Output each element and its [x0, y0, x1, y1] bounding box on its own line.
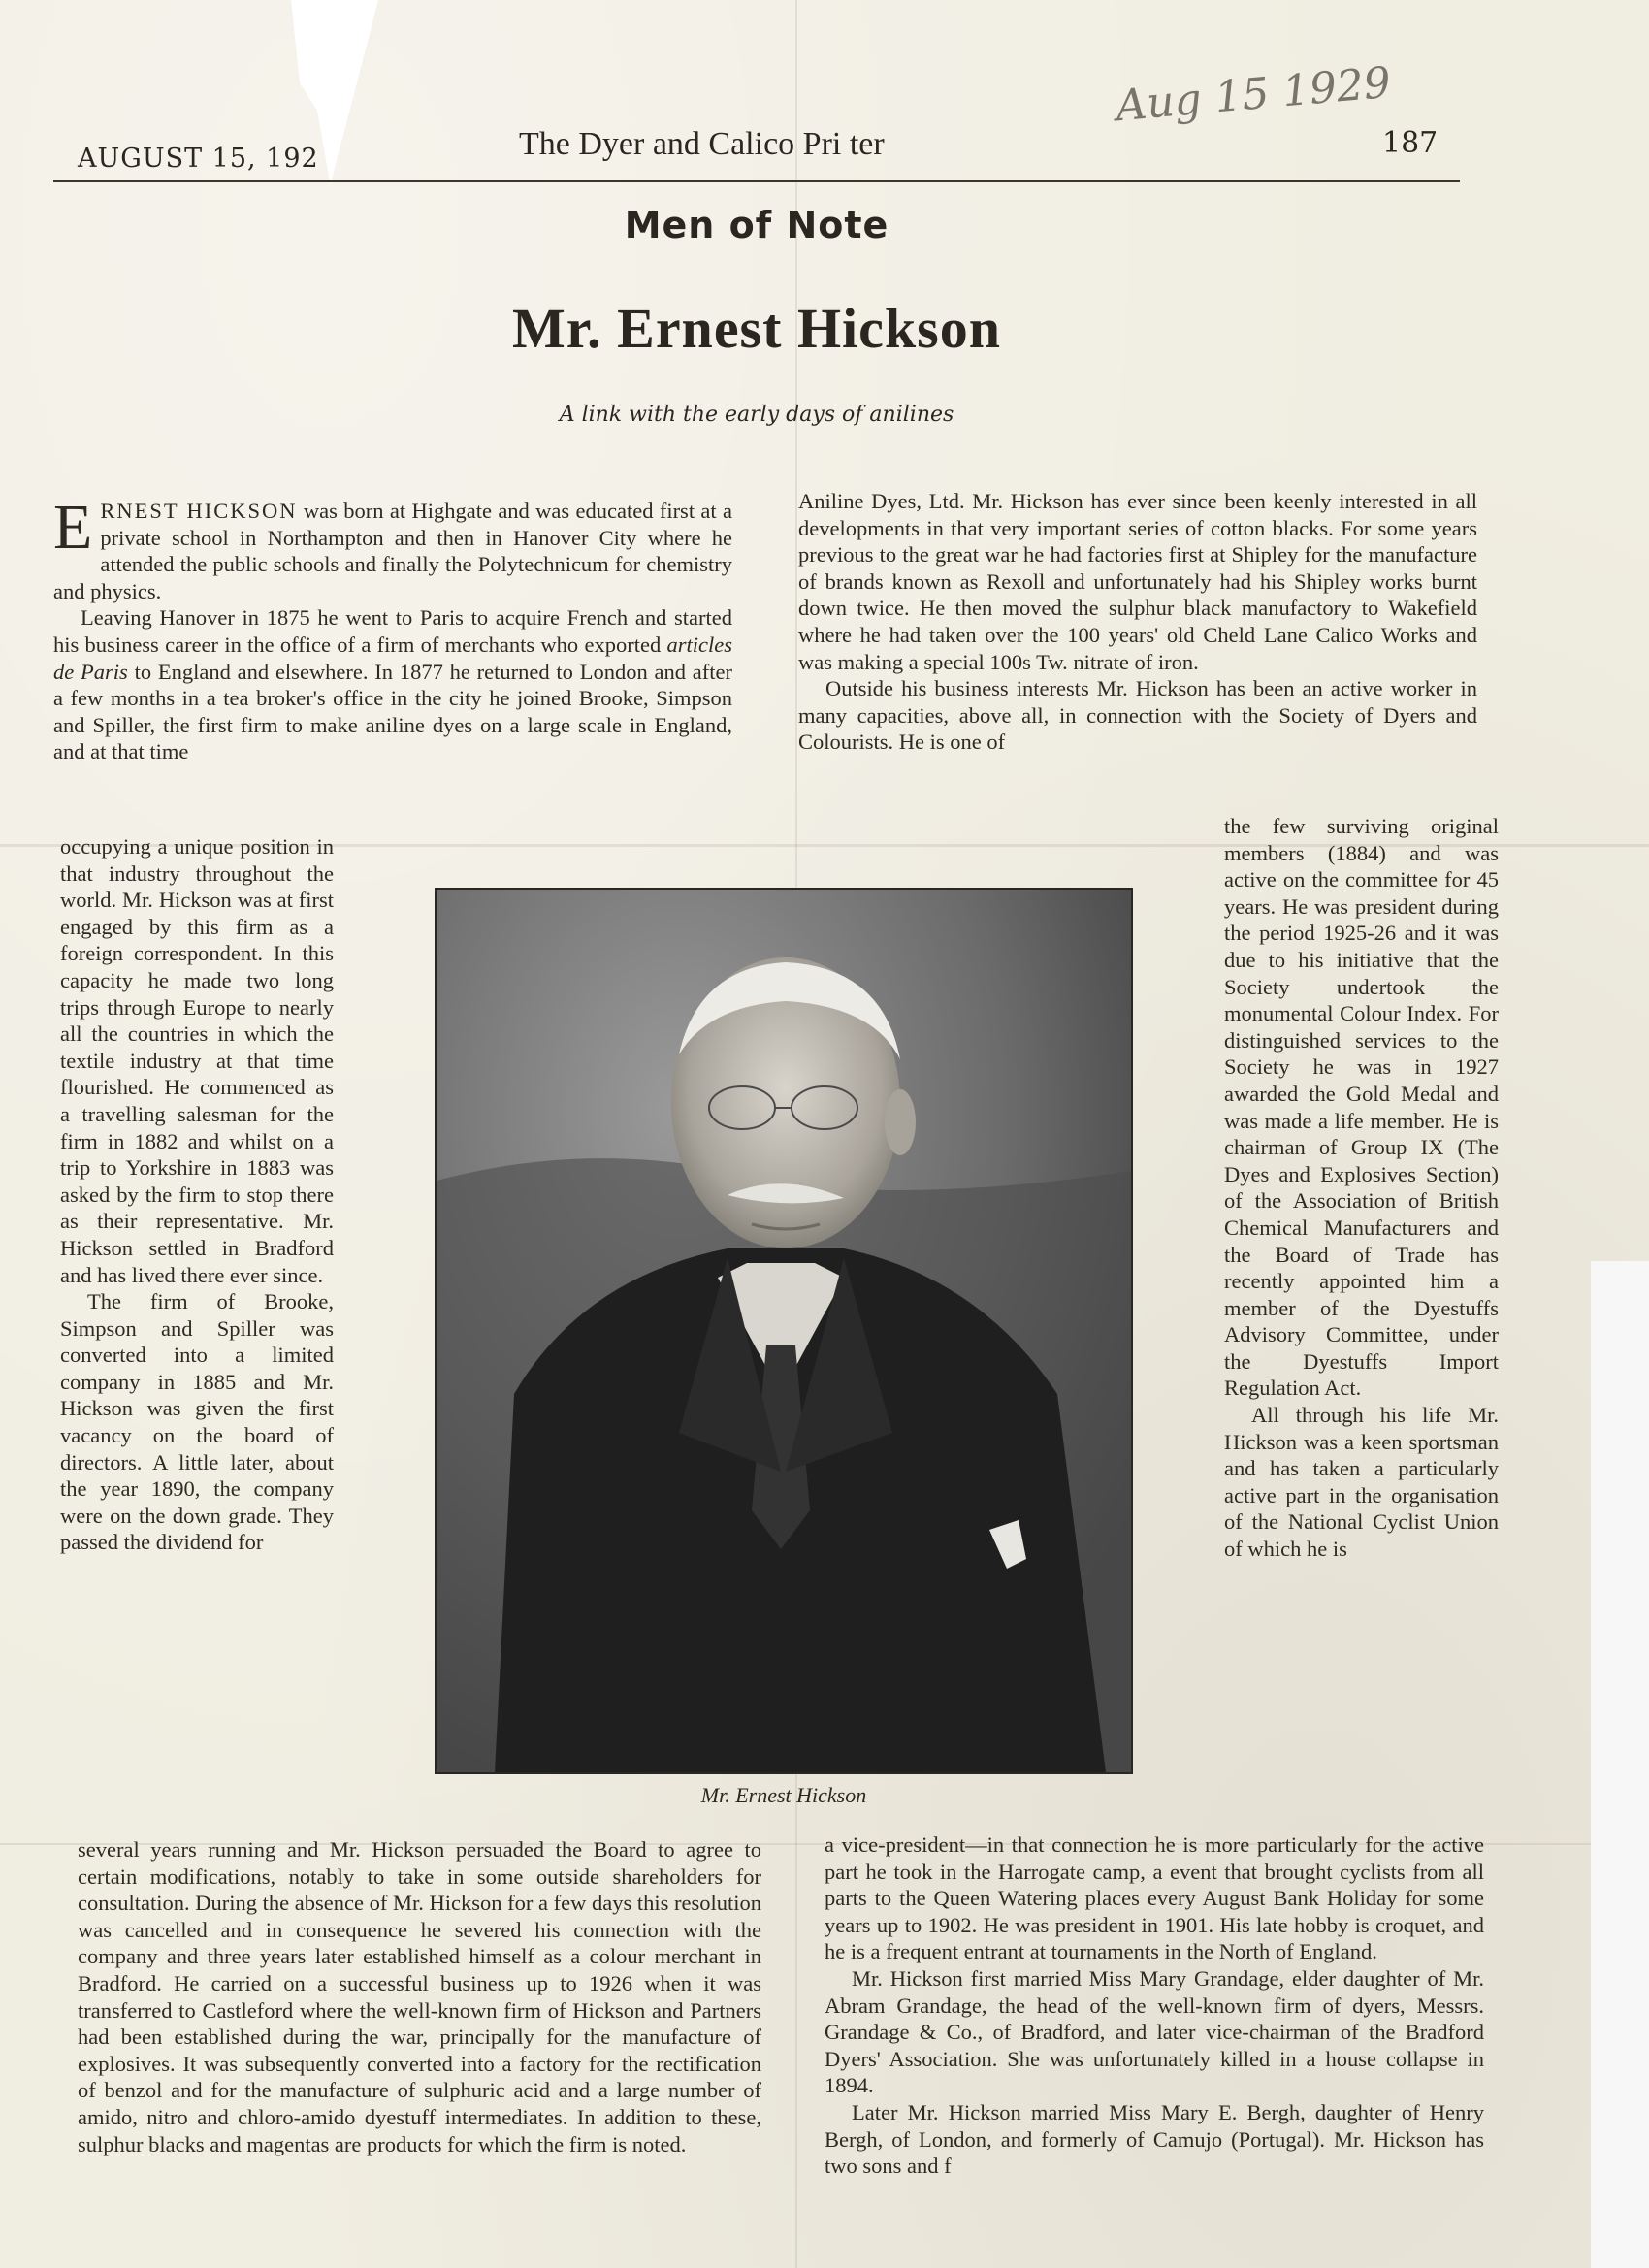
article-title: Mr. Ernest Hickson	[511, 297, 1002, 360]
paragraph-text: was born at Highgate and was educated first at a private school in Northampton and then in Hanover City where he attended the public schools and finally the Polytechnicum for chemistry and physics.	[53, 499, 733, 603]
column-1-narrow	[60, 833, 334, 1556]
drop-cap: E	[53, 492, 93, 563]
issue-date: AUGUST 15, 192	[78, 144, 319, 174]
paragraph-text: Leaving Hanover in 1875 he went to Paris to acquire French and started his business career in the office of a firm of merchants who exported	[53, 605, 732, 657]
paragraph	[53, 604, 732, 765]
column-1-top	[53, 492, 733, 765]
paragraph: Outside his business interests Mr. Hickson has been an active worker in many capacities, above all, in connection with the Society of Dyers and Colourists. He is one of	[798, 676, 1477, 755]
paragraph: the few surviving original members (1884) and was active on the committee for 45 years. He was president during the period 1925-26 and it was due to his initiative that the Society undertook the monumental Colour Index. For distinguished services to the Society he was in 1927 awarded the Gold Medal and was made a life member. He is chairman of Group IX (The Dyes and Explosives Section) of the Association of British Chemical Manufacturers and the Board of Trade has recently appointed him a member of the Dyestuffs Advisory Committee, under the Dyestuffs Import Regulation Act.	[1224, 814, 1499, 1401]
column-1-bottom	[78, 1836, 761, 2157]
portrait-image	[436, 890, 1131, 1772]
article-subtitle: A link with the early days of anilines	[559, 403, 954, 427]
italic-phrase: articles de Paris	[53, 632, 732, 684]
paragraph: All through his life Mr. Hickson was a keen sportsman and has taken a particularly active part in the organisation of the National Cyclist Union of which he is	[1224, 1403, 1499, 1562]
paragraph: Mr. Hickson first married Miss Mary Grandage, elder daughter of Mr. Abram Grandage, the head of the well-known firm of dyers, Messrs. Grandage & Co., of Bradford, and later vice-chairman of the Bradford Dyers' Association. She was unfortunately killed in a house collapse in 1894.	[824, 1965, 1484, 2098]
paragraph: occupying a unique position in that industry throughout the world. Mr. Hickson was at first engaged by this firm as a foreign correspondent. In this capacity he made two long trips through Europe to nearly all the countries in which the textile industry at that time flourished. He commenced as a travelling salesman for the firm in 1882 and whilst on a trip to Yorkshire in 1883 was asked by the firm to stop there as their representative. Mr. Hickson settled in Bradford and has lived there ever since.	[60, 834, 334, 1287]
paragraph	[53, 492, 733, 604]
paragraph: a vice-president—in that connection he is more particularly for the active part he took in the Harrogate camp, a event that brought cyclists from all parts to the Queen Watering places every August Bank Holiday for some years up to 1902. He was president in 1901. His late hobby is croquet, and he is a frequent entrant at tournaments in the North of England.	[824, 1832, 1484, 1964]
paragraph: The firm of Brooke, Simpson and Spiller was converted into a limited company in 1885 and Mr. Hickson was given the first vacancy on the board of directors. A little later, about the year 1890, the company were on the down grade. They passed the dividend for	[60, 1289, 334, 1555]
paragraph: Aniline Dyes, Ltd. Mr. Hickson has ever since been keenly interested in all developments in that very important series of cotton blacks. For some years previous to the great war he had factories first at Shipley for the manufacture of brands known as Rexoll and unfortunately had his Shipley works burnt down twice. He then moved the sulphur black manufactory to Wakefield where he had taken over the 100 years' old Cheld Lane Calico Works and was making a special 100s Tw. nitrate of iron.	[798, 489, 1477, 674]
section-label: Men of Note	[624, 204, 889, 246]
lead-name: RNEST HICKSON	[100, 499, 298, 523]
paragraph: Later Mr. Hickson married Miss Mary E. Bergh, daughter of Henry Bergh, of London, and formerly of Camujo (Portugal). Mr. Hickson has two sons and f	[824, 2099, 1484, 2179]
portrait-photo	[435, 888, 1133, 1774]
page-number: 187	[1382, 126, 1439, 160]
page-header	[53, 114, 1460, 184]
paragraph-text: to England and elsewhere. In 1877 he returned to London and after a few months in a tea broker's office in the city he joined Brooke, Simpson and Spiller, the first firm to make aniline dyes on a large scale in England, and at that time	[53, 659, 733, 764]
column-2-narrow	[1224, 813, 1499, 1563]
paragraph: several years running and Mr. Hickson persuaded the Board to agree to certain modifications, notably to take in some outside shareholders for consultation. During the absence of Mr. Hickson for a few days this resolution was cancelled and in consequence he severed his connection with the company and three years later established himself as a colour merchant in Bradford. He carried on a successful business up to 1926 when it was transferred to Castleford where the well-known firm of Hickson and Partners had been established during the war, principally for the manufacture of explosives. It was subsequently converted into a factory for the rectification of benzol and for the manufacture of sulphuric acid and a large number of amido, nitro and chloro-amido dyestuff intermediates. In addition to these, sulphur blacks and magentas are products for which the firm is noted.	[78, 1837, 761, 2156]
column-2-top	[798, 488, 1477, 756]
column-2-bottom	[824, 1831, 1484, 2180]
scan-edge	[1591, 1261, 1649, 2268]
photo-caption: Mr. Ernest Hickson	[700, 1783, 867, 1807]
publication-title: The Dyer and Calico Pri ter	[519, 126, 885, 162]
header-rule	[53, 180, 1460, 182]
handwritten-date: Aug 15 1929	[1114, 57, 1393, 132]
